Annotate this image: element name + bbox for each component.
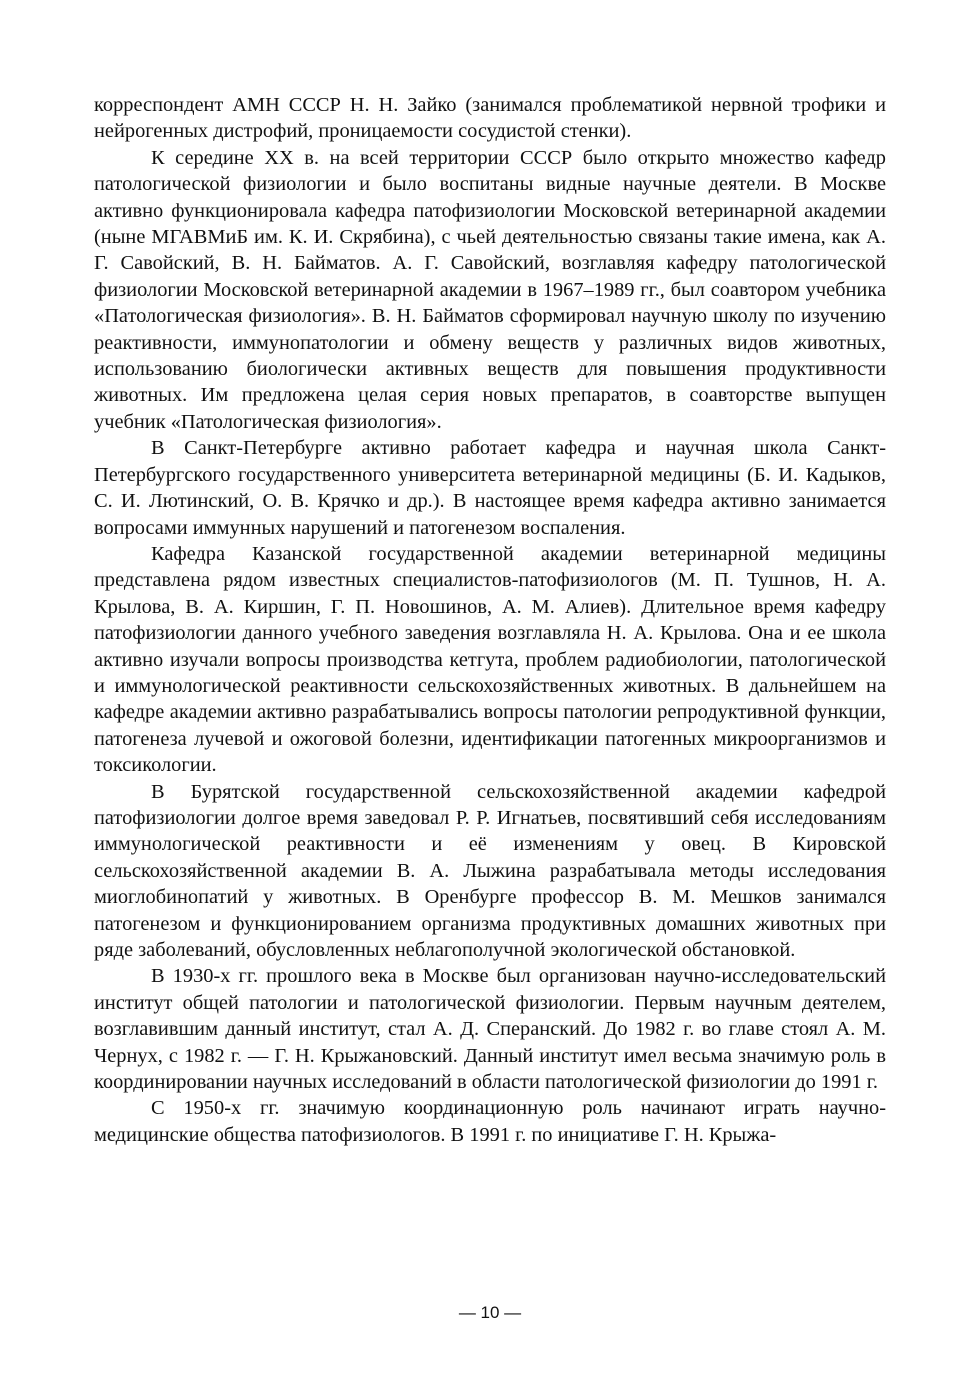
paragraph-continuation: корреспондент АМН СССР Н. Н. Зайко (занимался проблематикой нервной трофики и нейрогенных дистрофий, проницаемости сосудистой стенки). bbox=[94, 94, 886, 143]
page-number: — 10 — bbox=[458, 1303, 522, 1322]
paragraph-buryat-kirov-orenburg: В Бурятской государственной сельскохозяйственной академии кафедрой патофизиологии долгое время заведовал Р. Р. Игнатьев, посвятивший себя исследованиям иммунологической реактивности и её изменениям у овец. В Кировской сельскохозяйственной академии В. А. Лыжина разрабатывала методы исследования миоглобинопатий у животных. В Оренбурге профессор В. М. Мешков занимался патогенезом и функционированием организма продуктивных домашних животных при ряде заболеваний, обусловленных неблагополучной экологической обстановкой. bbox=[94, 780, 886, 961]
paragraph-saint-petersburg: В Санкт-Петербурге активно работает кафедра и научная школа Санкт-Петербургского государственного университета ветеринарной медицины (Б. И. Кадыков, С. И. Лютинский, О. В. Крячко и др.). В настоящее время кафедра активно занимается вопросами иммунных нарушений и патогенезом воспаления. bbox=[94, 437, 886, 539]
paragraph-moscow-academy: К середине XX в. на всей территории СССР было открыто множество кафедр патологической физиологии и было воспитаны видные научные деятели. В Москве активно функционировала кафедра патофизиологии Московской ветеринарной академии (ныне МГАВМиБ им. К. И. Скрябина), с чьей деятельностью связаны такие имена, как А. Г. Савойский, В. Н. Байматов. А. Г. Савойский, возглавляя кафедру патологической физиологии Московской ветеринарной академии в 1967–1989 гг., был соавтором учебника «Патологическая физиология». В. Н. Байматов сформировал научную школу по изучению реактивности, иммунопатологии и обмену веществ у различных видов животных, использованию биологически активных веществ для повышения продуктивности животных. Им предложена целая серия новых препаратов, в соавторстве выпущен учебник «Патологическая физиология». bbox=[94, 146, 886, 433]
text-body bbox=[94, 92, 886, 1148]
paragraph-research-institute: В 1930-х гг. прошлого века в Москве был организован научно-исследовательский институт общей патологии и патологической физиологии. Первым научным деятелем, возглавившим данный институт, стал А. Д. Сперанский. До 1982 г. во главе стоял А. М. Чернух, с 1982 г. — Г. Н. Крыжановский. Данный институт имел весьма значимую роль в координировании научных исследований в области патологической физиологии до 1991 г. bbox=[94, 965, 886, 1094]
paragraph-societies: С 1950-х гг. значимую координационную роль начинают играть научно-медицинские общества патофизиологов. В 1991 г. по инициативе Г. Н. Крыжа- bbox=[94, 1097, 886, 1146]
paragraph-kazan-academy: Кафедра Казанской государственной академии ветеринарной медицины представлена рядом известных специалистов-патофизиологов (М. П. Тушнов, Н. А. Крылова, В. А. Киршин, Г. П. Новошинов, А. М. Алиев). Длительное время кафедру патофизиологии данного учебного заведения возглавляла Н. А. Крылова. Она и ее школа активно изучали вопросы производства кетгута, проблем радиобиологии, патологической и иммунологической реактивности сельскохозяйственных животных. В дальнейшем на кафедре академии активно разрабатывались вопросы патологии репродуктивной функции, патогенеза лучевой и ожоговой болезни, идентификации патогенных микроорганизмов и токсикологии. bbox=[94, 542, 886, 777]
